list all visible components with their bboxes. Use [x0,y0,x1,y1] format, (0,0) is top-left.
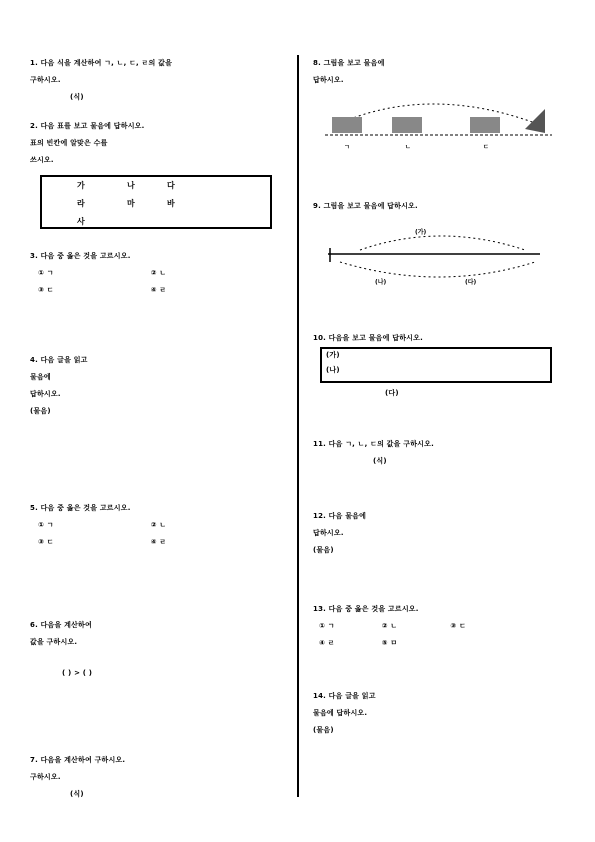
figure-arc [340,104,535,123]
choice-3[interactable]: ③ ㄷ [450,622,467,630]
question-4-line-3: 답하시오. [30,390,61,398]
figure-ramp [525,109,545,133]
figure-upper-arc [360,236,525,250]
question-8 [313,55,573,89]
figure-label: ㄱ [344,144,350,151]
question-1 [30,55,285,106]
choice-3[interactable]: ③ ㄷ [38,538,54,546]
choice-2[interactable]: ② ㄴ [150,521,167,529]
figure-block [470,117,500,133]
choice-2[interactable]: ② ㄴ [381,622,398,630]
question-11 [313,436,573,470]
question-13-choices-row-2 [313,635,573,652]
table-cell: 사 [77,217,85,226]
choice-4[interactable]: ④ ㄹ [150,538,167,546]
question-6-expression: ( ) > ( ) [62,669,93,677]
question-2-table [77,177,267,231]
figure-block [392,117,422,133]
question-5-choices-row-1 [30,517,285,534]
figure-lower-arc [340,262,535,277]
question-7-expression: (식) [70,790,84,798]
question-14-line-1: 14. 다음 글을 읽고 [313,692,376,700]
choice-4[interactable]: ④ ㄹ [150,286,167,294]
question-12 [313,508,573,559]
question-12-line-3: (물음) [313,546,334,554]
question-14-line-3: (물음) [313,726,334,734]
question-9-line-1: 9. 그림을 보고 물음에 답하시오. [313,202,418,210]
question-9 [313,198,573,215]
figure-label: ㄷ [483,144,489,151]
question-2-line-1: 2. 다음 표를 보고 물음에 답하시오. [30,122,145,130]
question-12-line-1: 12. 다음 물음에 [313,512,367,520]
box-line-2: (나) [326,366,340,374]
question-2 [30,118,285,169]
question-4-line-2: 물음에 [30,373,51,381]
question-13-line-1: 13. 다음 중 옳은 것을 고르시오. [313,605,419,613]
table-cell: 라 [77,199,85,208]
question-9-figure [320,222,550,292]
question-2-table-box [40,175,272,229]
question-1-line-1: 1. 다음 식을 계산하여 ㄱ, ㄴ, ㄷ, ㄹ의 값을 [30,59,173,67]
question-3-choices-row-2 [30,282,285,299]
table-cell: 나 [127,181,135,190]
question-2-line-2: 표의 빈칸에 알맞은 수를 [30,139,108,147]
question-3 [30,248,285,299]
question-13-choices-row-1 [313,618,573,635]
question-3-line-1: 3. 다음 중 옳은 것을 고르시오. [30,252,131,260]
question-11-line-1: 11. 다음 ㄱ, ㄴ, ㄷ의 값을 구하시오. [313,440,434,448]
question-1-expression: (식) [70,93,84,101]
question-13 [313,601,573,652]
choice-1[interactable]: ① ㄱ [38,269,54,277]
choice-2[interactable]: ② ㄴ [150,269,167,277]
column-divider [297,55,299,797]
question-8-figure [320,95,560,155]
table-cell: 바 [167,199,175,208]
question-5-line-1: 5. 다음 중 옳은 것을 고르시오. [30,504,131,512]
table-cell: 다 [167,181,175,190]
question-12-line-2: 답하시오. [313,529,344,537]
table-cell: 마 [127,199,135,208]
figure-label: ㄴ [405,144,411,151]
question-11-expression: (식) [373,457,387,465]
box-line-1: (가) [326,351,340,359]
question-4-line-4: (물음) [30,407,51,415]
question-3-choices-row-1 [30,265,285,282]
choice-3[interactable]: ③ ㄷ [38,286,54,294]
choice-5[interactable]: ⑤ ㅁ [381,639,398,647]
question-7-line-1: 7. 다음을 계산하여 구하시오. [30,756,126,764]
question-6-line-2: 값을 구하시오. [30,638,78,646]
question-2-line-3: 쓰시오. [30,156,54,164]
figure-top-label: (가) [415,229,427,236]
choice-4[interactable]: ④ ㄹ [319,639,335,647]
question-8-line-2: 답하시오. [313,76,344,84]
figure-block [332,117,362,133]
question-14 [313,688,573,739]
question-10-caption: (다) [385,389,399,397]
question-14-line-2: 물음에 답하시오. [313,709,368,717]
question-7-line-2: 구하시오. [30,773,61,781]
question-6 [30,617,285,682]
question-5 [30,500,285,551]
choice-1[interactable]: ① ㄱ [38,521,54,529]
question-4-line-1: 4. 다음 글을 읽고 [30,356,88,364]
question-7 [30,752,285,803]
table-cell: 가 [77,181,85,190]
question-6-line-1: 6. 다음을 계산하여 [30,621,92,629]
question-10-line-1: 10. 다음을 보고 물음에 답하시오. [313,334,423,342]
question-10-box [320,347,552,383]
question-5-choices-row-2 [30,534,285,551]
question-8-line-1: 8. 그림을 보고 물음에 [313,59,385,67]
figure-bottom-label: (다) [465,279,477,286]
question-10 [313,330,573,347]
question-4 [30,352,285,420]
figure-bottom-label: (나) [375,279,387,286]
question-1-line-2: 구하시오. [30,76,61,84]
choice-1[interactable]: ① ㄱ [319,622,335,630]
